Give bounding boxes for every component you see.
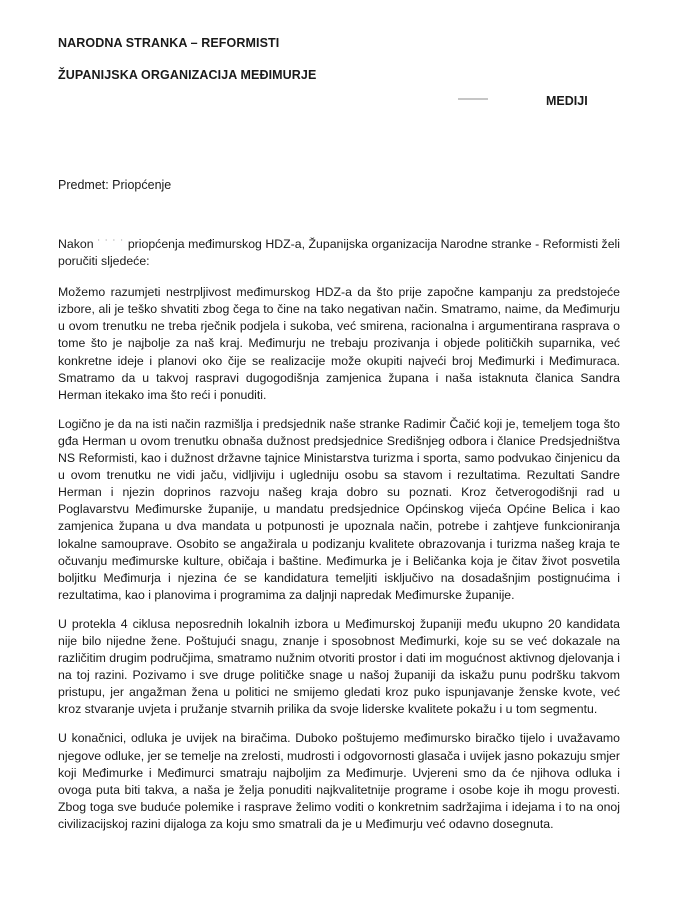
intro-paragraph (58, 236, 620, 270)
paragraph-1: Možemo razumjeti nestrpljivost međimurskog HDZ-a da što prije započne kampanju za predstojeće izbore, ali je teško shvatiti zbog čega to čine na tako negativan način. Smatramo, naime, da Međimurju u ovom trenutku ne treba rječnik podjela i sukoba, već smirena, racionalna i argumentirana rasprava o tome što je najbolje za naš kraj. Međimurju ne trebaju prozivanja i objede političkih suparnika, već konkretne ideje i planovi oko čije se realizacije može okupiti najveći broj Međimurki i Međimuraca. Smatramo da u takvoj raspravi dugogodišnja zamjenica župana i naša istaknuta članica Sandra Herman itekako ima što reći i ponuditi. (58, 285, 620, 402)
paragraph-2: Logično je da na isti način razmišlja i predsjednik naše stranke Radimir Čačić koji je, temeljem toga što gđa Herman u ovom trenutku obnaša dužnost predsjednice Središnjeg odbora i članice Predsjedništva NS Reformisti, kao i dužnost državne tajnice Ministarstva turizma i sporta, samo podvukao činjenicu da u ovom trenutku ne vidi jaču, vidljiviju i ugledniju osobu sa stavom i rezultatima. Rezultati Sandre Herman i njezin doprinos razvoju našeg kraja dobro su poznati. Kroz četverogodišnji rad u Poglavarstvu Međimurske županije, u mandatu predsjednice Općinskog vijeća Općine Belica i kao zamjenica župana u dva mandata u potpunosti je upoznala način, potrebe i zahtjeve funkcioniranja lokalne samouprave. Osobito se angažirala u podizanju kvalitete obrazovanja i turizma našeg kraja te očuvanju međimurske kulture, običaja i baštine. Međimurka je i Beličanka koja je čitav život posvetila boljitku Međimurja i njezina će se kandidatura temeljiti isključivo na dosadašnjim postignućima i rezultatima, kao i planovima i programima za daljnji napredak Međimurske županije. (58, 416, 620, 602)
paragraph-3: U protekla 4 ciklusa neposrednih lokalnih izbora u Međimurskoj županiji među ukupno 20 kandidata nije bilo nijedne žene. Poštujući snagu, znanje i sposobnost Međimurki, koje su se već dokazale na različitim drugim područjima, smatramo nužnim otvoriti prostor i dati im mogućnost aktivnog djelovanja i na toj razini. Pozivamo i sve druge političke snage u našoj županiji da iskažu punu podršku takvom pristupu, jer angažman žena u politici ne smijemo gledati kroz puko ispunjavanje ženske kvote, već kroz stvaranje uvjeta i pružanje stvarnih prilika da svoje liderske kvalitete pokažu i u tom segmentu. (58, 616, 620, 717)
subject-line: Predmet: Priopćenje (58, 178, 172, 192)
intro-before: Nakon (58, 237, 94, 251)
faint-mark (458, 98, 488, 100)
recipient-label: MEDIJI (546, 94, 588, 108)
intro-obscured: ˙ ˙ ˙ ˙ (97, 237, 125, 251)
intro-after: priopćenja međimurskog HDZ-a, Županijska organizacija Narodne stranke - Reformisti želi poručiti sljedeće: (58, 237, 621, 269)
suborganization-name: ŽUPANIJSKA ORGANIZACIJA MEĐIMURJE (58, 68, 317, 82)
document-body (58, 236, 620, 845)
paragraph-4: U konačnici, odluka je uvijek na biračima. Duboko poštujemo međimursko biračko tijelo i uvažavamo njegove odluke, jer se temelje na zrelosti, mudrosti i odgovornosti glasača i uvijek jasno pokazuju smjer koji Međimurke i Međimurci smatraju najboljim za Međimurje. Uvjereni smo da će njihova odluka i ovoga puta biti takva, a naša je želja ponuditi najkvalitetnije programe i osobe koje ih mogu provesti. Zbog toga sve buduće polemike i rasprave želimo voditi o konkretnim sadržajima i idejama i to na onoj civilizacijskoj razini dijaloga za koju smo smatrali da je u Međimurju već odavno dosegnuta. (58, 731, 620, 831)
organization-name: NARODNA STRANKA – REFORMISTI (58, 36, 280, 50)
